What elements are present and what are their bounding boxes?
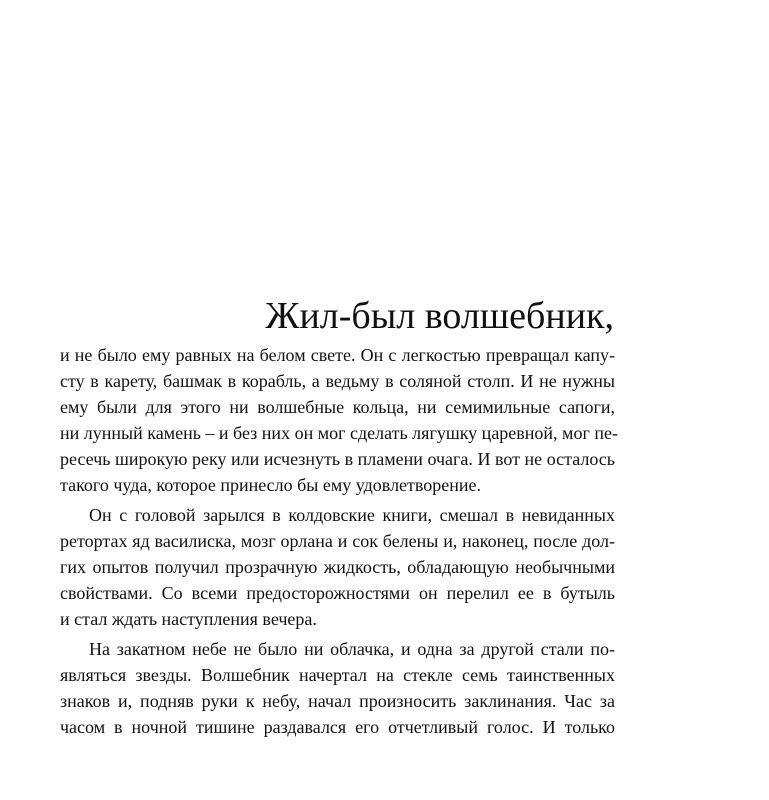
page-title: Жил-был волшебник, <box>265 295 614 337</box>
text-line: ни лунный камень – и без них он мог сделать лягушку царевной, мог пе- <box>60 423 618 443</box>
text-line: часом в ночной тишине раздавался его отчетливый голос. И только <box>60 717 615 737</box>
body-text <box>60 342 618 740</box>
text-line: ресечь широкую реку или исчезнуть в пламени очага. И вот не осталось <box>60 449 615 469</box>
paragraph-1 <box>60 342 618 498</box>
text-line: гих опытов получил прозрачную жидкость, обладающую необычными <box>60 557 615 577</box>
paragraph-2 <box>60 502 615 632</box>
text-line: знаков и, подняв руки к небу, начал произносить заклинания. Час за <box>60 691 615 711</box>
text-line: и не было ему равных на белом свете. Он с легкостью превращал капу- <box>60 345 615 365</box>
text-line: ретортах яд василиска, мозг орлана и сок белены и, наконец, после дол- <box>60 531 615 551</box>
paragraph-3 <box>60 636 615 740</box>
text-line: такого чуда, которое принесло бы ему удовлетворение. <box>60 475 482 495</box>
text-line: ему были для этого ни волшебные кольца, ни семимильные сапоги, <box>60 397 615 417</box>
text-line: Он с головой зарылся в колдовские книги, смешал в невиданных <box>89 505 615 525</box>
text-line: сту в карету, башмак в корабль, а ведьму в соляной столп. И не нужны <box>60 371 615 391</box>
text-line: и стал ждать наступления вечера. <box>60 609 317 629</box>
text-line: свойствами. Со всеми предосторожностями он перелил ее в бутыль <box>60 583 615 603</box>
text-line: На закатном небе не было ни облачка, и одна за другой стали по- <box>89 639 615 659</box>
text-line: являться звезды. Волшебник начертал на стекле семь таинственных <box>60 665 615 685</box>
